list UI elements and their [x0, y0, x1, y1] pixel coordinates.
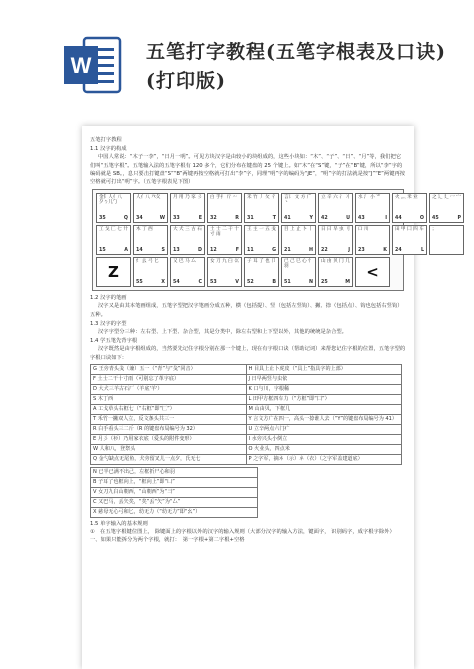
key-radicals: 口 川 — [358, 227, 369, 233]
table-cell: K 口与川，字根稀 — [246, 384, 402, 394]
table-row — [91, 467, 258, 477]
key-radicals: 水 氵 小 ⺌ — [358, 195, 381, 201]
key-letter: G — [272, 248, 276, 254]
section-heading: 1.1 汉字的构成 — [90, 146, 127, 153]
key-code: 21 — [284, 248, 291, 254]
document-page — [82, 126, 461, 669]
mnemonic-table-2 — [90, 467, 258, 518]
key-letter: I — [385, 216, 387, 222]
key-radicals: 田 甲 囗 四 车 — [395, 227, 424, 233]
keyboard-key — [207, 193, 242, 223]
key-radicals: 土 士 二 干 十 寸 雨 — [210, 227, 239, 238]
key-radicals: 又 巴 马 厶 — [173, 259, 196, 265]
table-cell: N 已半已满不出己，左框折尸心和羽 — [91, 467, 258, 477]
paragraph: 汉字字型分三种：左右型、上下型、杂合型，其是分类中，除左右型和上下型以外，其他的统统是杂合型。 — [98, 329, 347, 336]
key-letter: P — [457, 216, 461, 222]
table-cell: J 日早两竖与虫依 — [246, 374, 402, 384]
section-heading: 1.2 汉字的笔画 — [90, 295, 127, 302]
keyboard-key — [133, 193, 168, 223]
keyboard-key — [133, 225, 168, 255]
key-letter: H — [308, 248, 313, 254]
key-letter: U — [346, 216, 350, 222]
keyboard-key — [207, 257, 242, 287]
keyboard-key — [170, 193, 205, 223]
table-row — [91, 404, 402, 414]
svg-text:W: W — [70, 53, 92, 78]
paragraph: 一、如果只能拆分为两个字根，就打： 第一字根+第二字根+空格 — [90, 537, 245, 544]
key-letter: Y — [309, 216, 313, 222]
keyboard-key — [392, 193, 427, 223]
keyboard-key — [244, 257, 279, 287]
table-cell: X 慈母无心弓和匕，幼无力（“幼无力”即“幺”） — [91, 507, 258, 517]
key-code: 55 — [136, 280, 143, 286]
key-code: 13 — [173, 248, 180, 254]
paragraph: 汉字既然是由字根组成的，当然要先记住字根分别在那一个键上，现在有字根口诀（帮助记词）来帮您记住字根的位置，五笔字型的字根口诀如下： — [90, 346, 406, 361]
key-code: 41 — [284, 216, 291, 222]
table-cell: O 火业头，四点米 — [246, 444, 402, 454]
keyboard-key — [392, 225, 427, 255]
key-radicals: 金钅人亻八 夕ㄅ儿勹 — [99, 195, 122, 206]
table-cell: Y 言文方广在四一，高头一捺谁人去（“Y”的键盘布局编号为 41） — [246, 414, 402, 424]
keyboard-key — [207, 225, 242, 255]
key-radicals: 立 辛 六 冫 丬 — [321, 195, 350, 201]
key-letter: C — [198, 280, 202, 286]
keyboard-row-3 — [96, 257, 390, 287]
key-radicals: 人亻八 癶夂 — [136, 195, 161, 201]
table-row — [91, 384, 402, 394]
key-letter: O — [419, 216, 424, 222]
key-letter: D — [198, 248, 202, 254]
table-cell: G 王旁青头戋（兼）五一（“青”与“戋”同音） — [91, 364, 247, 374]
table-cell: V 女刀九臼山朝西，“山朝西”为“彐” — [91, 487, 258, 497]
table-cell: B 子耳了也框向上，“框向上”即“凵” — [91, 477, 258, 487]
document-body — [90, 136, 461, 544]
key-code: 25 — [321, 280, 328, 286]
key-radicals: 言讠 文 方 广 丶 — [284, 195, 312, 206]
keyboard-key — [96, 225, 131, 255]
table-cell: H 目具上止卜虎皮（“具上”指具字的上部） — [246, 364, 402, 374]
key-radicals: 女 刀 九 臼 巛 — [210, 259, 239, 265]
key-letter: L — [420, 248, 424, 254]
keyboard-row-2 — [96, 225, 464, 255]
key-radicals: 工 戈 匚 七 廾 — [99, 227, 128, 233]
key-letter: X — [161, 280, 165, 286]
key-letter: W — [159, 216, 165, 222]
key-code: 35 — [99, 216, 106, 222]
key-code: 32 — [210, 216, 217, 222]
key-letter: V — [235, 280, 239, 286]
table-cell: D 大犬三羊古石厂（羊底'羊'） — [91, 384, 247, 394]
document-title: 五笔打字教程(五笔字根表及口诀)(打印版) — [146, 41, 446, 92]
table-row — [91, 487, 258, 497]
keyboard-key — [318, 193, 353, 223]
table-row — [91, 507, 258, 517]
mnemonic-table — [90, 364, 402, 465]
keyboard-key: Z — [96, 257, 131, 287]
key-letter: T — [272, 216, 276, 222]
keyboard-key — [244, 225, 279, 255]
key-radicals: 已 己 巳 心 忄 羽 — [284, 259, 313, 270]
paragraph: 汉字又是由其本笔画组成，五笔字型把汉字笔画分成五种，横（包括提）、竖（包括左竖钩）、撇、捺（包括点）、钩也包括右竖钩）五种。 — [90, 303, 403, 318]
key-code: 15 — [99, 248, 106, 254]
keyboard-key — [429, 225, 464, 255]
header — [0, 0, 474, 118]
section-heading: 五笔打字教程 — [90, 137, 122, 143]
section-heading: 1.4 学五笔先背字根 — [90, 338, 138, 345]
key-radicals: 月 用 乃 豕 彡 — [173, 195, 202, 201]
key-code: 14 — [136, 248, 143, 254]
key-radicals: 日 曰 早 虫 刂 — [321, 227, 350, 233]
key-code: 34 — [136, 216, 143, 222]
key-letter: F — [235, 248, 239, 254]
key-radicals: 大 犬 三 古 石 — [173, 227, 202, 233]
key-code: 53 — [210, 280, 217, 286]
key-code: 11 — [247, 248, 254, 254]
key-radicals: ； — [432, 227, 437, 233]
keyboard-key — [170, 257, 205, 287]
key-code: 54 — [173, 280, 180, 286]
key-letter: J — [348, 248, 350, 254]
key-radicals: 木 丁 西 — [136, 227, 153, 233]
table-row — [91, 414, 402, 424]
key-radicals: 子 耳 了 也 卩 — [247, 259, 276, 265]
table-row — [91, 497, 258, 507]
table-row — [91, 394, 402, 404]
section-heading: 1.3 汉字的字型 — [90, 320, 127, 327]
key-letter: R — [235, 216, 239, 222]
key-code: 33 — [173, 216, 180, 222]
key-radicals: 王 主 一 五 戋 — [247, 227, 276, 233]
table-cell: R 白手看头三二斤（R 的键盘布局编号为 32） — [91, 424, 247, 434]
key-radicals: 禾 竹 丿 攵 彳 — [247, 195, 276, 201]
keyboard-key — [355, 225, 390, 255]
key-code: 45 — [432, 216, 439, 222]
keyboard-row-1 — [96, 193, 464, 223]
keyboard-key — [318, 257, 353, 287]
key-letter: M — [345, 280, 350, 286]
table-cell: L 田甲方框四车力（“方框”即“囗”） — [246, 394, 402, 404]
keyboard-key — [281, 257, 316, 287]
key-letter: A — [124, 248, 128, 254]
table-row — [91, 477, 258, 487]
table-row — [91, 364, 402, 374]
key-code: 24 — [395, 248, 402, 254]
key-radicals: 白 手扌 斤 𠂉 — [210, 195, 238, 201]
key-code: 12 — [210, 248, 217, 254]
keyboard-key: < — [355, 257, 390, 287]
wubi-keyboard-chart — [92, 189, 461, 291]
keyboard-key — [170, 225, 205, 255]
paragraph: ① 在五笔字根键位图上， 除键面上的字根以外的汉字的输入规则（大部分汉字的输入方法，键面字， 识别码字，成字根字除外） — [90, 529, 395, 536]
key-letter: Q — [123, 216, 128, 222]
table-row — [91, 424, 402, 434]
table-cell: W 人和八，登祭头 — [91, 444, 247, 454]
word-document-icon — [62, 34, 124, 96]
table-cell: P 之字军，摘ネ（示）ネ（衣）（之字军盖建道底） — [246, 454, 402, 464]
key-radicals: 火 灬 米 业 — [395, 195, 418, 201]
key-code: 42 — [321, 216, 328, 222]
keyboard-key — [355, 193, 390, 223]
table-row — [91, 454, 402, 464]
paragraph: 中国人常说：“木子一李”，“日月一明”。可见方块汉字是由较小的块组成的，这些小块如：“木”、“子”、“日”、“月”等，我们把它们叫“五笔字根”。五笔输入法的五笔字根有 120 多个，它们分布在键盘的 25 个键上。如“木”在“S”键，“子”在“B”键，所以“李”字的编码就是 SB。，息只要击打键盘“S”“B”两键再按空格就可打出“李”字，同理“明”字的编码为“JE”，“明”字的打法就是按“J”“E”两键再按空格就可打出“明”字。（五笔字根表见下图） — [90, 154, 406, 186]
table-row — [91, 434, 402, 444]
table-row — [91, 374, 402, 384]
table-cell: U 立辛两点六门疒 — [246, 424, 402, 434]
keyboard-key — [133, 257, 168, 287]
key-letter: S — [161, 248, 165, 254]
keyboard-key — [96, 193, 131, 223]
table-cell: A 工戈草头右框七（“右框”即“匚”） — [91, 404, 247, 414]
key-code: 43 — [358, 216, 365, 222]
key-radicals: 山 由 贝 冂 几 — [321, 259, 350, 265]
keyboard-key — [281, 225, 316, 255]
keyboard-key — [429, 193, 464, 223]
key-code: 52 — [247, 280, 254, 286]
table-cell: E 月彡（衫）乃用家衣底（爱头的附件变形） — [91, 434, 247, 444]
keyboard-key — [244, 193, 279, 223]
keyboard-key — [318, 225, 353, 255]
key-letter: E — [198, 216, 202, 222]
key-letter: N — [308, 280, 313, 286]
table-cell: I 水旁兴头小倒立 — [246, 434, 402, 444]
table-cell: T 禾竹一撇双人立，反文条头共三一 — [91, 414, 247, 424]
key-code: 51 — [284, 280, 291, 286]
section-heading: 1.5 单字输入的基本规则 — [90, 520, 148, 527]
table-cell: M 山由贝，下框几 — [246, 404, 402, 414]
table-cell: F 土士二干十寸雨（可别忘了革字底） — [91, 374, 247, 384]
key-letter: K — [383, 248, 387, 254]
keyboard-key — [281, 193, 316, 223]
key-radicals: 之 辶 廴 冖 宀 — [432, 195, 461, 201]
key-radicals: 纟 幺 弓 匕 — [136, 259, 159, 265]
table-cell: S 木丁西 — [91, 394, 247, 404]
key-code: 44 — [395, 216, 402, 222]
table-cell: C 又巴马，丢矢矣，“矣”丢“矢”为“厶” — [91, 497, 258, 507]
key-code: 23 — [358, 248, 365, 254]
key-radicals: 目 上 止 卜 丨 — [284, 227, 313, 233]
table-cell: Q 金勺缺点无尾鱼，犬旁留叉儿一点夕，氏无七 — [91, 454, 247, 464]
key-code: 31 — [247, 216, 254, 222]
key-letter: B — [272, 280, 276, 286]
key-code: 22 — [321, 248, 328, 254]
table-row — [91, 444, 402, 454]
